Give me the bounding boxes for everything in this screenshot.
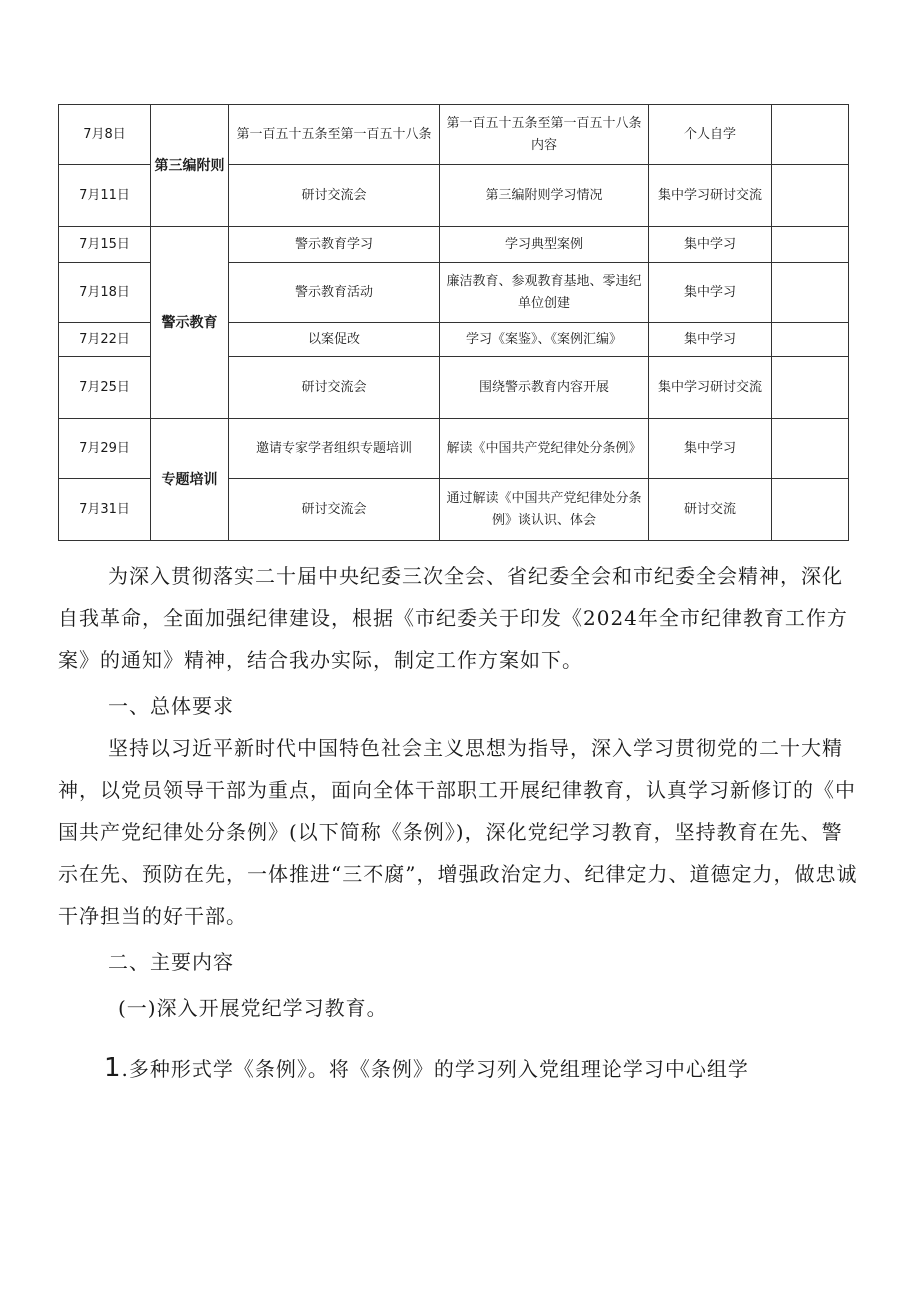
form-cell: 集中学习	[649, 323, 772, 357]
section-heading-content: 二、主要内容	[108, 950, 234, 974]
content-cell: 研讨交流会	[229, 165, 440, 227]
form-cell: 集中学习	[649, 263, 772, 323]
date-cell: 7月18日	[59, 263, 151, 323]
section-heading-general: 一、总体要求	[108, 694, 234, 718]
note-cell	[772, 165, 849, 227]
form-cell: 集中学习研讨交流	[649, 357, 772, 419]
group-cell: 专题培训	[151, 419, 229, 541]
topic-cell: 第三编附则学习情况	[440, 165, 649, 227]
topic-cell: 第一百五十五条至第一百五十八条内容	[440, 105, 649, 165]
topic-cell: 廉洁教育、参观教育基地、零违纪单位创建	[440, 263, 649, 323]
form-cell: 个人自学	[649, 105, 772, 165]
general-requirements-paragraph: 坚持以习近平新时代中国特色社会主义思想为指导，深入学习贯彻党的二十大精神，以党员领导干部为重点，面向全体干部职工开展纪律教育，认真学习新修订的《中国共产党纪律处分条例》(以下简称《条例》)，深化党纪学习教育，坚持教育在先、警示在先、预防在先，一体推进“三不腐”，增强政治定力、纪律定力、道德定力，做忠诚干净担当的好干部。	[58, 736, 858, 928]
content-cell: 第一百五十五条至第一百五十八条	[229, 105, 440, 165]
item-text: .多种形式学《条例》。将《条例》的学习列入党组理论学习中心组学	[121, 1057, 749, 1081]
note-cell	[772, 105, 849, 165]
date-cell: 7月15日	[59, 227, 151, 263]
group-cell: 警示教育	[151, 227, 229, 419]
content-cell: 警示教育活动	[229, 263, 440, 323]
table-row	[59, 227, 849, 263]
content-cell: 邀请专家学者组织专题培训	[229, 419, 440, 479]
date-cell: 7月25日	[59, 357, 151, 419]
topic-cell: 通过解读《中国共产党纪律处分条例》谈认识、体会	[440, 479, 649, 541]
date-cell: 7月31日	[59, 479, 151, 541]
content-cell: 警示教育学习	[229, 227, 440, 263]
table-row	[59, 105, 849, 165]
note-cell	[772, 323, 849, 357]
date-cell: 7月11日	[59, 165, 151, 227]
note-cell	[772, 419, 849, 479]
study-schedule-table	[58, 104, 849, 541]
subsection-heading: (一)深入开展党纪学习教育。	[118, 996, 388, 1020]
content-cell: 研讨交流会	[229, 479, 440, 541]
date-cell: 7月8日	[59, 105, 151, 165]
note-cell	[772, 263, 849, 323]
form-cell: 集中学习研讨交流	[649, 165, 772, 227]
item-number: 1	[104, 1053, 122, 1083]
intro-paragraph: 为深入贯彻落实二十届中央纪委三次全会、省纪委全会和市纪委全会精神，深化自我革命，全面加强纪律建设，根据《市纪委关于印发《2024年全市纪律教育工作方案》的通知》精神，结合我办实际，制定工作方案如下。	[58, 564, 848, 672]
content-cell: 研讨交流会	[229, 357, 440, 419]
topic-cell: 学习《案鉴》、《案例汇编》	[440, 323, 649, 357]
date-cell: 7月29日	[59, 419, 151, 479]
date-cell: 7月22日	[59, 323, 151, 357]
note-cell	[772, 357, 849, 419]
list-item	[58, 1047, 858, 1090]
topic-cell: 学习典型案例	[440, 227, 649, 263]
content-cell: 以案促改	[229, 323, 440, 357]
note-cell	[772, 227, 849, 263]
group-cell: 第三编附则	[151, 105, 229, 227]
form-cell: 集中学习	[649, 419, 772, 479]
form-cell: 研讨交流	[649, 479, 772, 541]
topic-cell: 围绕警示教育内容开展	[440, 357, 649, 419]
form-cell: 集中学习	[649, 227, 772, 263]
note-cell	[772, 479, 849, 541]
topic-cell: 解读《中国共产党纪律处分条例》	[440, 419, 649, 479]
document-body	[58, 555, 858, 1090]
table-row	[59, 419, 849, 479]
